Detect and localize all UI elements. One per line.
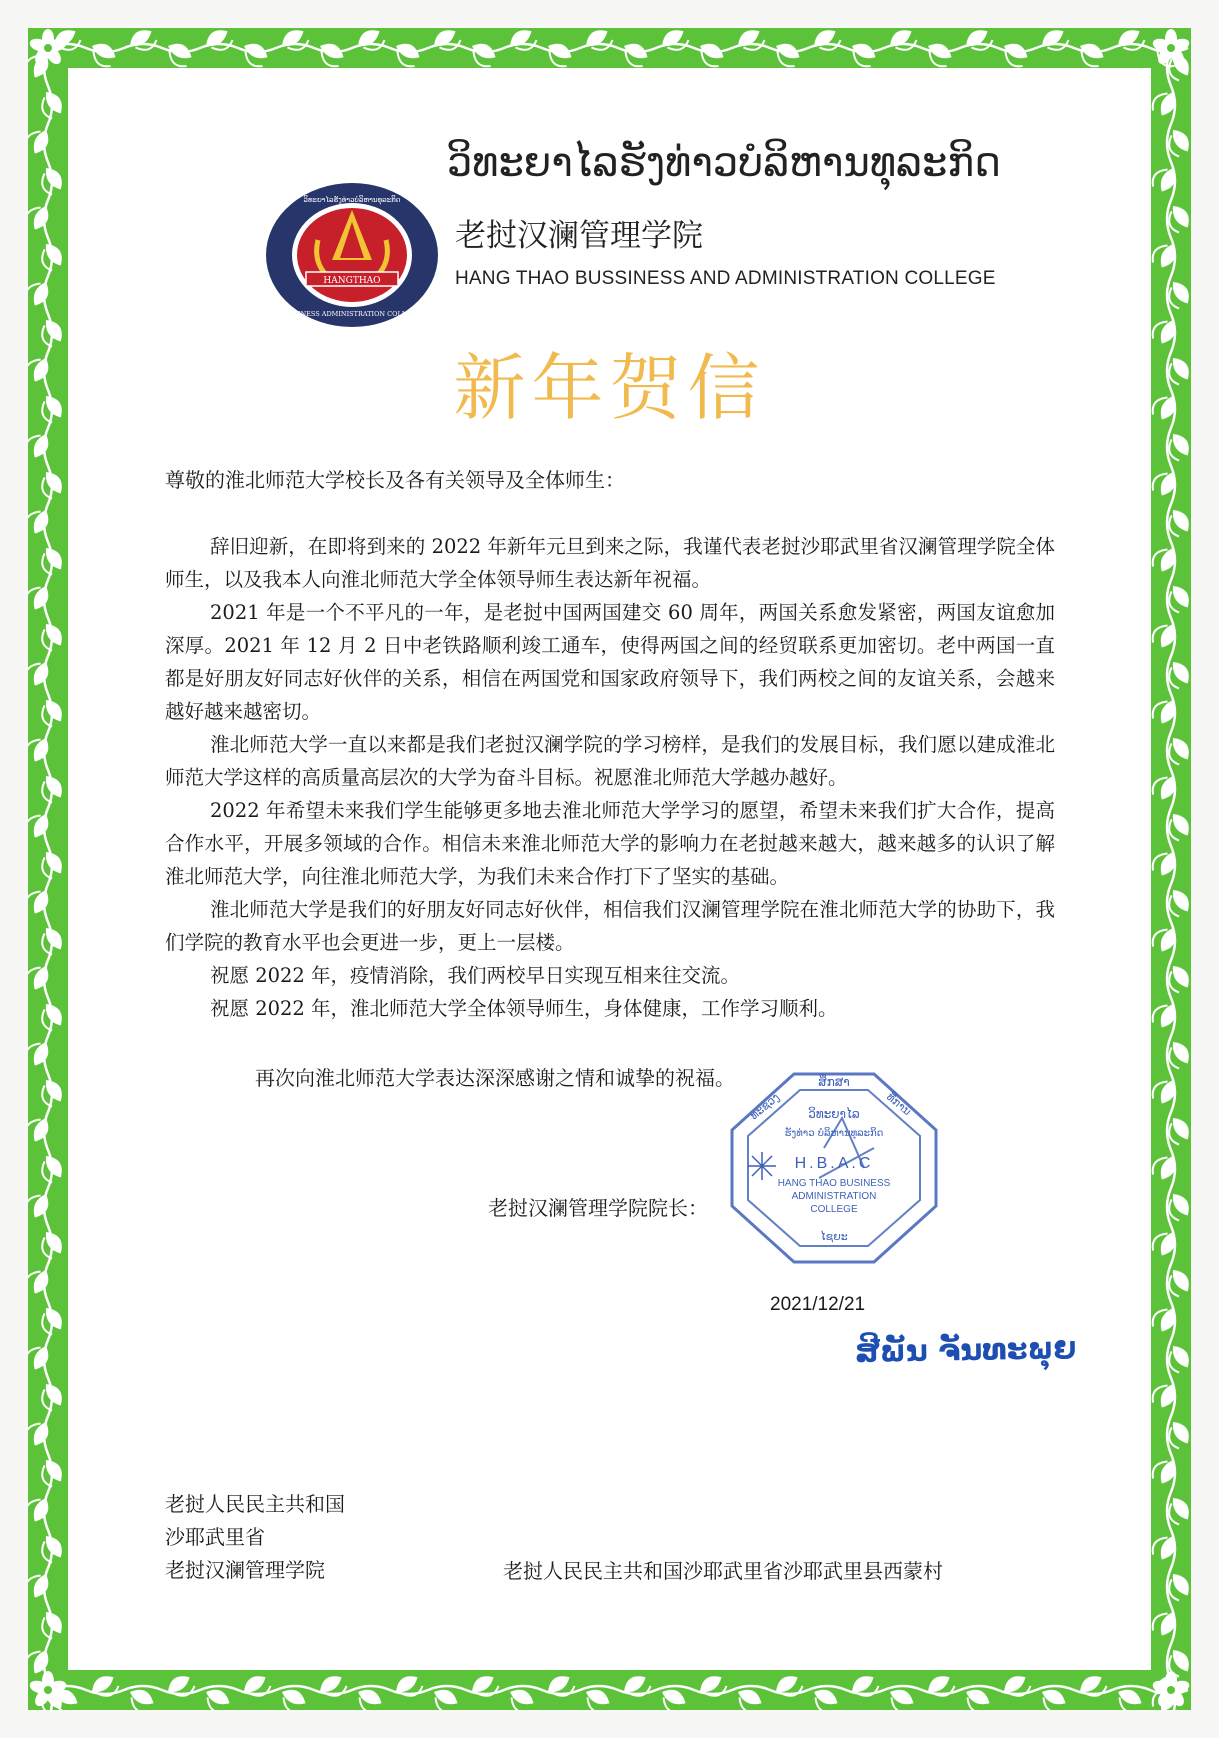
college-emblem-logo: [262, 180, 442, 330]
college-address: 老挝人民民主共和国沙耶武里省沙耶武里县西蒙村: [503, 1559, 943, 1583]
college-name-english: HANG THAO BUSSINESS AND ADMINISTRATION COLLEGE: [455, 268, 996, 289]
closing-line: 再次向淮北师范大学表达深深感谢之情和诚挚的祝福。: [255, 1066, 735, 1090]
address-line: 老挝汉澜管理学院: [165, 1558, 325, 1582]
official-stamp: [724, 1068, 944, 1268]
college-name-chinese: 老挝汉澜管理学院: [455, 218, 703, 254]
salutation: 尊敬的淮北师范大学校长及各有关领导及全体师生：: [165, 468, 625, 492]
paragraph: 2021 年是一个不平凡的一年，是老挝中国两国建交 60 周年，两国关系愈发紧密，两国友谊愈加深厚。2021 年 12 月 2 日中老铁路顺利竣工通车，使得两国之间的经贸联系更加密切。老中两国一直都是好朋友好同志好伙伴的关系，相信在两国党和国家政府领导下，我们两校之间的友谊关系，会越来越好越来越密切。: [165, 601, 1055, 723]
stamp-lao-bottom: ໄຊຍະ: [820, 1230, 848, 1243]
paragraph: 辞旧迎新，在即将到来的 2022 年新年元旦到来之际，我谨代表老挝沙耶武里省汉澜管理学院全体师生，以及我本人向淮北师范大学全体领导师生表达新年祝福。: [165, 535, 1055, 591]
college-name-lao: ວິທະຍາໄລຮັງທ່າວບໍລິຫານທຸລະກິດ: [447, 140, 1001, 186]
handwritten-signature: ສີພັນ ຈັນທະພຸຍ: [854, 1331, 1077, 1370]
paragraph: 祝愿 2022 年，疫情消除，我们两校早日实现互相来往交流。: [210, 964, 741, 987]
sender-address-block: [165, 1488, 345, 1587]
stamp-inner-1: ວິທະຍາໄລ: [808, 1107, 860, 1121]
stamp-star-icon: [748, 1152, 776, 1180]
letter-title: 新年贺信: [453, 346, 766, 430]
stamp-lao-top: ສຶກສາ: [818, 1075, 850, 1089]
stamp-english-3: COLLEGE: [810, 1204, 858, 1215]
letter-date: 2021/12/21: [770, 1294, 866, 1315]
stamp-lao-left: ທະຊວງ: [747, 1090, 782, 1123]
stamp-inner-2: ຮັງທ່າວ ບໍລິຫານທຸລະກິດ: [784, 1128, 884, 1139]
emblem-banner-text: HANGTHAO: [323, 276, 381, 286]
stamp-lao-right: ທີ່ການ: [884, 1090, 914, 1119]
signatory-label: 老挝汉澜管理学院院长：: [488, 1196, 708, 1220]
stamp-english-1: HANG THAO BUSINESS: [777, 1178, 891, 1189]
paragraph: 淮北师范大学一直以来都是我们老挝汉澜学院的学习榜样，是我们的发展目标，我们愿以建成淮北师范大学这样的高质量高层次的大学为奋斗目标。祝愿淮北师范大学越办越好。: [165, 733, 1055, 789]
paragraph: 2022 年希望未来我们学生能够更多地去淮北师范大学学习的愿望，希望未来我们扩大合作，提高合作水平，开展多领域的合作。相信未来淮北师范大学的影响力在老挝越来越大，越来越多的认识了解淮北师范大学，向往淮北师范大学，为我们未来合作打下了坚实的基础。: [165, 799, 1055, 888]
paragraph: 祝愿 2022 年，淮北师范大学全体领导师生，身体健康，工作学习顺利。: [210, 997, 838, 1020]
emblem-bottom-text: BUSINESS ADMINISTRATION COLLEGE: [283, 310, 421, 318]
address-line: 老挝人民民主共和国: [165, 1492, 345, 1516]
letter-body: [165, 530, 1055, 1025]
stamp-english-2: ADMINISTRATION: [791, 1191, 877, 1202]
paragraph: 淮北师范大学是我们的好朋友好同志好伙伴，相信我们汉澜管理学院在淮北师范大学的协助下，我们学院的教育水平也会更进一步，更上一层楼。: [165, 898, 1055, 954]
emblem-top-text: ວິທະຍາໄລຮັງທ່າວບໍລິຫານທຸລະກິດ: [303, 196, 401, 204]
address-line: 沙耶武里省: [165, 1525, 265, 1549]
stamp-letters: H.B.A.C: [794, 1155, 874, 1172]
